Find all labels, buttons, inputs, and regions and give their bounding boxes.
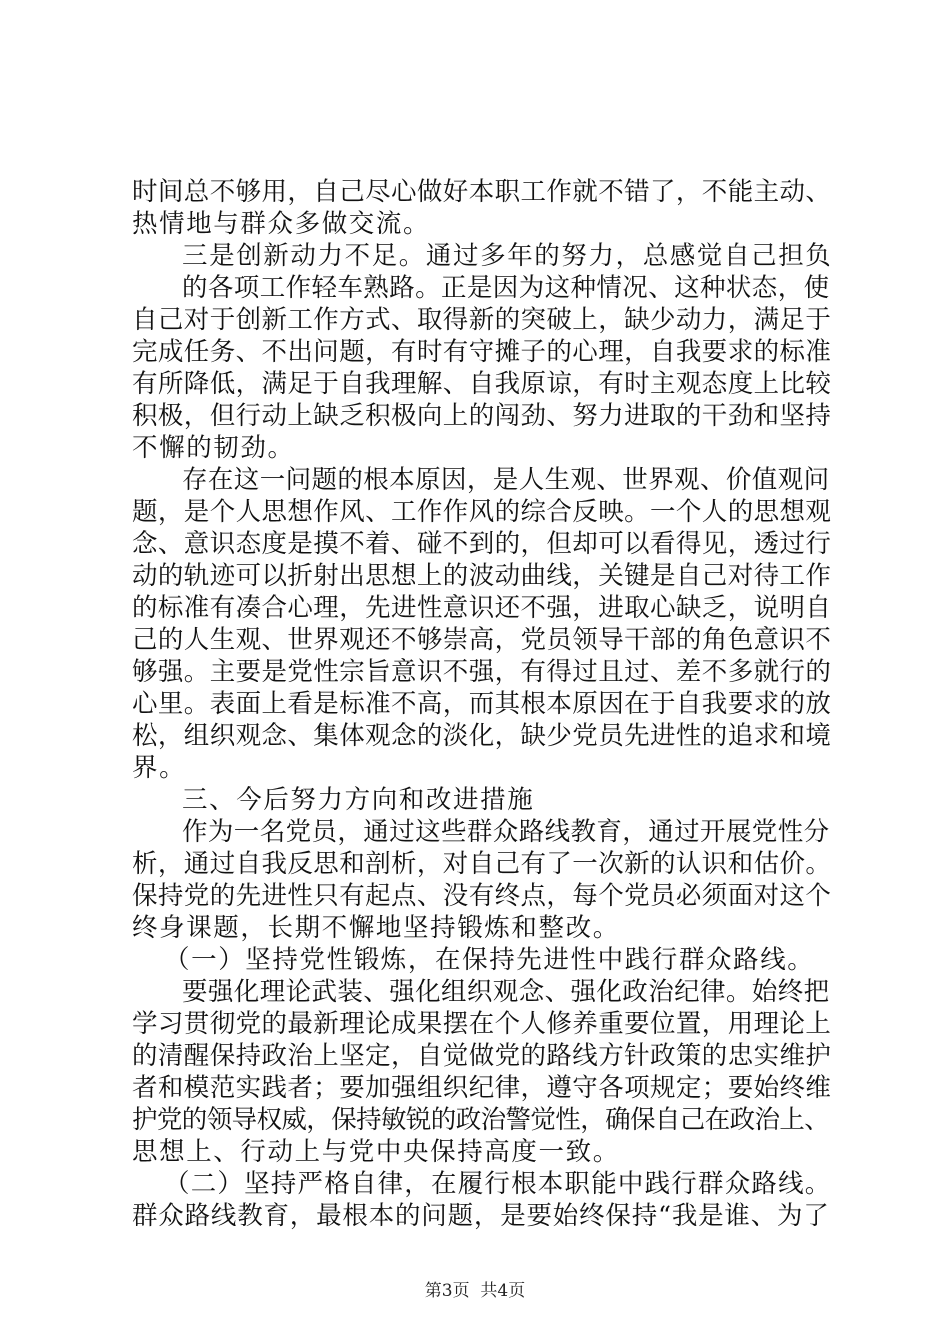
text-line: 终身课题，长期不懈地坚持锻炼和整改。 bbox=[132, 913, 620, 943]
text-line: 时间总不够用，自己尽心做好本职工作就不错了，不能主动、 bbox=[132, 177, 832, 207]
text-line: 动的轨迹可以折射出思想上的波动曲线，关键是自己对待工作 bbox=[132, 561, 832, 591]
text-line: 热情地与群众多做交流。 bbox=[132, 209, 431, 239]
subsection-heading: （一）坚持党性锻炼，在保持先进性中践行群众路线。 bbox=[164, 945, 815, 975]
text-line: 要强化理论武装、强化组织观念、强化政治纪律。始终把 bbox=[182, 977, 830, 1007]
text-line: 松，组织观念、集体观念的淡化，缺少党员先进性的追求和境 bbox=[132, 721, 832, 751]
text-line: 的标准有凑合心理，先进性意识还不强，进取心缺乏，说明自 bbox=[132, 593, 832, 623]
text-line: 不懈的韧劲。 bbox=[132, 433, 295, 463]
text-line: 护党的领导权威，保持敏锐的政治警觉性，确保自己在政治上、 bbox=[132, 1105, 830, 1135]
text-line: 保持党的先进性只有起点、没有终点，每个党员必须面对这个 bbox=[132, 881, 832, 911]
text-line: 存在这一问题的根本原因，是人生观、世界观、价值观问 bbox=[182, 465, 830, 495]
text-line: 自己对于创新工作方式、取得新的突破上，缺少动力，满足于 bbox=[132, 305, 832, 335]
text-line: 学习贯彻党的最新理论成果摆在个人修养重要位置，用理论上 bbox=[132, 1009, 832, 1039]
text-line: 题，是个人思想作风、工作作风的综合反映。一个人的思想观 bbox=[132, 497, 832, 527]
text-line: 界。 bbox=[132, 753, 187, 783]
section-heading: 三、今后努力方向和改进措施 bbox=[182, 785, 535, 815]
text-line: 的清醒保持政治上坚定，自觉做党的路线方针政策的忠实维护 bbox=[132, 1041, 832, 1071]
text-line: 够强。主要是党性宗旨意识不强，有得过且过、差不多就行的 bbox=[132, 657, 832, 687]
text-line: 己的人生观、世界观还不够崇高，党员领导干部的角色意识不 bbox=[132, 625, 832, 655]
text-line: 完成任务、不出问题，有时有守摊子的心理，自我要求的标准 bbox=[132, 337, 832, 367]
text-line: 三是创新动力不足。通过多年的努力，总感觉自己担负 bbox=[182, 241, 833, 271]
page-number-footer: 第3页 共4页 bbox=[424, 1281, 526, 1301]
text-line: 者和模范实践者；要加强组织纪律，遵守各项规定；要始终维 bbox=[132, 1073, 832, 1103]
text-line: 有所降低，满足于自我理解、自我原谅，有时主观态度上比较 bbox=[132, 369, 832, 399]
text-line: 积极，但行动上缺乏积极向上的闯劲、努力进取的干劲和坚持 bbox=[132, 401, 832, 431]
subsection-heading: （二）坚持严格自律，在履行根本职能中践行群众路线。 bbox=[164, 1169, 832, 1199]
text-line: 心里。表面上看是标准不高，而其根本原因在于自我要求的放 bbox=[132, 689, 832, 719]
text-line: 念、意识态度是摸不着、碰不到的，但却可以看得见，透过行 bbox=[132, 529, 832, 559]
text-line: 作为一名党员，通过这些群众路线教育，通过开展党性分 bbox=[182, 817, 830, 847]
text-line: 群众路线教育，最根本的问题，是要始终保持“我是谁、为了 bbox=[132, 1201, 830, 1231]
text-line: 的各项工作轻车熟路。正是因为这种情况、这种状态，使 bbox=[182, 273, 830, 303]
text-line: 思想上、行动上与党中央保持高度一致。 bbox=[132, 1137, 620, 1167]
text-line: 析，通过自我反思和剖析，对自己有了一次新的认识和估价。 bbox=[132, 849, 832, 879]
